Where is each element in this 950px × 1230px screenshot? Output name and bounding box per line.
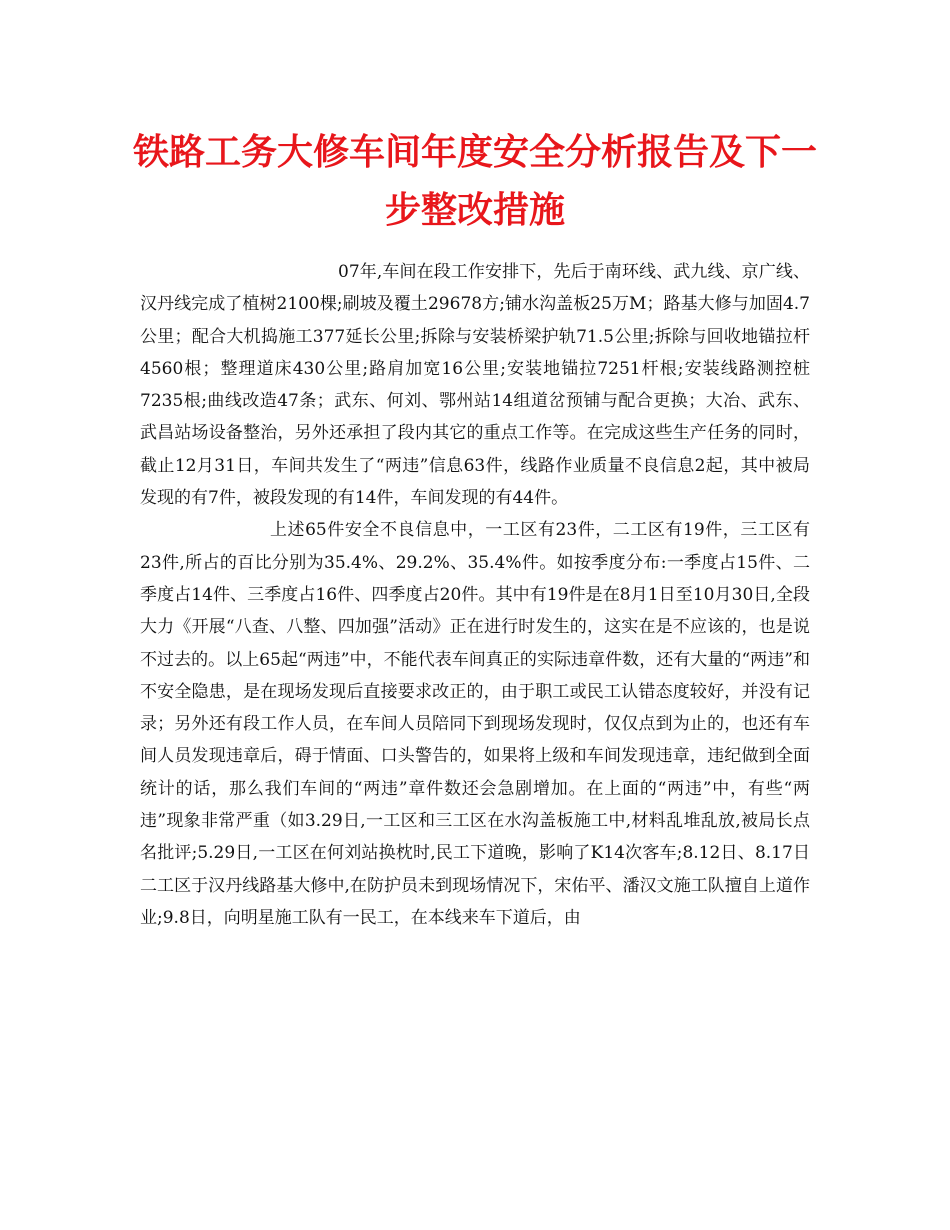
document-body: [140, 256, 810, 934]
document-title: 铁路工务大修车间年度安全分析报告及下一步整改措施: [132, 131, 817, 231]
body-paragraph-1: 07年,车间在段工作安排下，先后于南环线、武九线、京广线、汉丹线完成了植树2100棵;刷坡及覆土29678方;铺水沟盖板25万M；路基大修与加固4.7公里；配合大机捣施工377延长公里;拆除与安装桥梁护轨71.5公里;拆除与回收地锚拉杆4560根；整理道床430公里;路肩加宽16公里;安装地锚拉7251杆根;安装线路测控桩7235根;曲线改造47条；武东、何刘、鄂州站14组道岔预铺与配合更换；大冶、武东、武昌站场设备整治，另外还承担了段内其它的重点工作等。在完成这些生产任务的同时，截止12月31日，车间共发生了“两违”信息63件，线路作业质量不良信息2起，其中被局发现的有7件，被段发现的有14件，车间发现的有44件。: [140, 262, 810, 509]
body-paragraph-2: 上述65件安全不良信息中，一工区有23件，二工区有19件，三工区有23件,所占的百比分别为35.4%、29.2%、35.4%件。如按季度分布:一季度占15件、二季度占14件、三季度占16件、四季度占20件。其中有19件是在8月1日至10月30日,全段大力《开展“八查、八整、四加强”活动》正在进行时发生的，这实在是不应该的，也是说不过去的。以上65起“两违”中，不能代表车间真正的实际违章件数，还有大量的“两违”和不安全隐患，是在现场发现后直接要求改正的，由于职工或民工认错态度较好，并没有记录；另外还有段工作人员，在车间人员陪同下到现场发现时，仅仅点到为止的，也还有车间人员发现违章后，碍于情面、口头警告的，如果将上级和车间发现违章，违纪做到全面统计的话，那么我们车间的“两违”章件数还会急剧增加。在上面的“两违”中，有些“两违”现象非常严重（如3.29日,一工区和三工区在水沟盖板施工中,材料乱堆乱放,被局长点名批评;5.29日,一工区在何刘站换枕时,民工下道晚，影响了K14次客车;8.12日、8.17日二工区于汉丹线路基大修中,在防护员未到现场情况下，宋佑平、潘汉文施工队擅自上道作业;9.8日，向明星施工队有一民工，在本线来车下道后，由: [140, 520, 810, 928]
